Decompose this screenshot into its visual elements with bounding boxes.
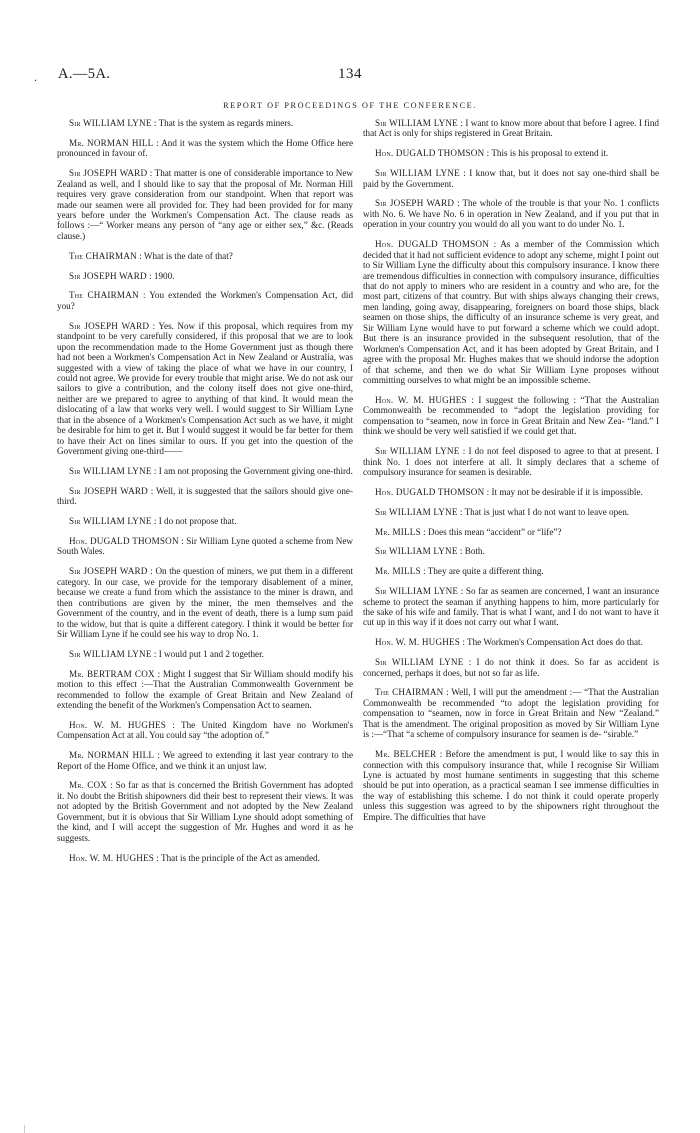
speech-text: : I would put 1 and 2 together. xyxy=(153,648,264,659)
document-reference: A.—5A. xyxy=(58,66,111,82)
speaker-name: Sir JOSEPH WARD xyxy=(69,485,148,496)
speech-text: : The Workmen's Compensation Act does do that. xyxy=(462,637,643,648)
speech-text: : 1900. xyxy=(149,270,175,281)
speech-paragraph xyxy=(363,637,659,647)
speech-text: : Before the amendment is put, I would like to say this in connection with this compulsory insurance that, while I recognise Sir William Lyne is actuated by most humane sentiments in suggesting that this scheme should be put into operation, as a practical seaman I see immense difficulties in the way of establishing this scheme. I do not think it could operate properly unless this suggestion was agreed to by the shipowners right throughout the Empire. The difficulties that have xyxy=(363,749,660,822)
speaker-name: Mr. BELCHER xyxy=(375,749,437,760)
running-title: REPORT OF PROCEEDINGS OF THE CONFERENCE. xyxy=(223,101,477,110)
speech-text: : So far as seamen are concerned, I want an insurance scheme to protect the seaman if anything happens to him, more particularly for the sake of his wife and family. That is what I want, and I do not want to have it cut up in this way if it does not carry out what I want. xyxy=(363,586,659,628)
page-header xyxy=(0,66,700,86)
speaker-name: Hon. W. M. HUGHES xyxy=(375,394,467,405)
speaker-name: Mr. NORMAN HILL xyxy=(69,137,154,148)
speech-text: : Well, I will put the amendment :— “That the Australian Commonwealth be recommended “to adopt the legislation providing for compensation to “seamen, now in force in Great Britain and New “Zealand.” That is the amendment. The original proposition as moved by Sir William Lyne is :—“That “a scheme of compulsory insurance for seamen is de- “sirable.” xyxy=(363,687,659,740)
speech-paragraph xyxy=(363,586,659,628)
speech-paragraph xyxy=(363,148,659,158)
right-column xyxy=(363,118,659,832)
speech-paragraph xyxy=(363,507,659,517)
speech-text: : So far as that is concerned the British Government has adopted it. No doubt the British shipowners did their best to represent their views. It was not adopted by the British Government and not adopted by the New Zealand Government, but it is obvious that Sir William Lyne should adopt something of the kind, and I will accept the suggestion of Mr. Hughes and word it as he suggests. xyxy=(57,780,353,843)
speech-paragraph xyxy=(57,466,353,476)
speaker-name: Sir JOSEPH WARD xyxy=(69,566,148,577)
speech-text: : I do not think it does. So far as accident is concerned, perhaps it does, but not so far as life. xyxy=(363,657,660,678)
speech-paragraph xyxy=(57,720,353,741)
speech-paragraph xyxy=(363,198,659,229)
speech-text: : I want to know more about that before I agree. I find that Act is only for ships registered in Great Britain. xyxy=(363,118,659,139)
speaker-name: Sir WILLIAM LYNE xyxy=(69,648,152,659)
speaker-name: The CHAIRMAN xyxy=(69,250,137,261)
speech-paragraph xyxy=(57,138,353,159)
speech-text: : Well, it is suggested that the sailors should give one-third. xyxy=(57,485,354,507)
speech-paragraph xyxy=(363,527,659,537)
speech-paragraph xyxy=(363,546,659,556)
speech-paragraph xyxy=(57,321,353,457)
speaker-name: Hon. DUGALD THOMSON xyxy=(375,486,485,497)
speech-paragraph xyxy=(57,251,353,261)
speech-paragraph xyxy=(363,657,659,678)
speech-paragraph xyxy=(363,566,659,576)
speaker-name: Hon. W. M. HUGHES xyxy=(375,637,461,648)
speech-text: : That is the principle of the Act as amended. xyxy=(156,852,320,863)
speech-text: : Yes. Now if this proposal, which requires from my standpoint to be very carefully considered, if this proposal that we are to look upon the recommendation made to the Home Government just as though there had not been a Workmen's Compensation Act in New Zealand or Australia, was suggested with a view of taking the place of what we have in our country, I could not agree. We provide for every trouble that might arise. We do not ask our sailors to give a contribution, and the colony itself does not give one-third, neither are we prepared to agree to anything of that kind. It would mean the dislocating of a law that works very well. I would suggest to Sir William Lyne that in the absence of a Workmen's Compensation Act such as we have, it might be desirable for him to get it. But I would suggest it would be far better for them to have their Act on lines similar to ours. If you get into the question of the Government giving one-third—— xyxy=(57,320,354,457)
speech-text: : That is just what I do not want to leave open. xyxy=(459,506,630,517)
speech-text: : The United Kingdom have no Workmen's Compensation Act at all. You could say “the adoption of.” xyxy=(57,719,354,741)
speech-text: : I do not propose that. xyxy=(153,516,237,527)
speaker-name: Sir JOSEPH WARD xyxy=(69,320,150,331)
speaker-name: Sir WILLIAM LYNE xyxy=(375,506,458,517)
speech-text: : And it was the system which the Home Office here pronounced in favour of. xyxy=(57,137,353,159)
speech-paragraph xyxy=(57,566,353,639)
speech-paragraph xyxy=(57,853,353,863)
speech-text: : You extended the Workmen's Compensation Act, did you? xyxy=(57,290,354,311)
speech-paragraph xyxy=(57,669,353,711)
speaker-name: Mr. MILLS xyxy=(375,566,421,577)
speech-text: : We agreed to extending it last year contrary to the Report of the Home Office, and we think it an unjust law. xyxy=(57,750,354,771)
page-number: 134 xyxy=(338,66,362,82)
speech-paragraph xyxy=(363,395,659,437)
speech-paragraph xyxy=(363,239,659,385)
speech-paragraph xyxy=(363,118,659,139)
speech-text: : I am not proposing the Government giving one-third. xyxy=(153,465,353,476)
speech-text: : As a member of the Commission which decided that it had not sufficient evidence to adopt any scheme, might I point out to Sir William Lyne the difficulty about this compulsory insurance. I know there are tremendous difficulties in connection with compulsory insurance, difficulties that do not apply to miners who are resident in a country and who are, for the most part, citizens of that country. But with ships always changing their crews, men landing, going away, disappearing, foreigners on board those ships, black seamen on those ships, the difficulty of an insurance scheme is very great, and Sir William Lyne would have to put forward a scheme which we could adopt. But there is an insurance provided in the subsequent resolution, that of the Workmen's Compensation Act, and it has been adopted by Great Britain, and I agree with the proposal Mr. Hughes makes that we should indorse the adoption of that scheme, and then we do what Sir William Lyne proposes without committing ourselves to what might be an impossible scheme. xyxy=(363,239,660,386)
speech-paragraph xyxy=(57,290,353,311)
speech-paragraph xyxy=(363,168,659,189)
speech-text: : What is the date of that? xyxy=(139,250,233,261)
speaker-name: Hon. DUGALD THOMSON xyxy=(69,535,179,546)
speaker-name: Sir JOSEPH WARD xyxy=(69,270,147,281)
margin-mark: . xyxy=(34,70,37,84)
speech-text: : Does this mean “accident” or “life”? xyxy=(423,526,562,537)
speech-text: : That matter is one of considerable importance to New Zealand as well, and I should like to say that the proposal of Mr. Norman Hill requires very grave consideration from our standpoint. When that report was made our seamen were all provided for. They had been provided for for many years before under the Workmen's Compensation Act. The clause reads as follows :—“ Worker means any person of “any age or either sex,” &c. (Reads clause.) xyxy=(57,168,354,241)
margin-rule xyxy=(24,1125,25,1133)
speaker-name: Sir WILLIAM LYNE xyxy=(69,465,152,476)
speech-paragraph xyxy=(57,486,353,507)
speaker-name: Mr. COX xyxy=(69,780,108,791)
speech-text: : It may not be desirable if it is impossible. xyxy=(486,486,643,497)
speech-paragraph xyxy=(57,168,353,241)
speech-text: : Sir William Lyne quoted a scheme from New South Wales. xyxy=(57,535,353,557)
speech-text: : I suggest the following : “That the Australian Commonwealth be recommended to “adopt the legislation providing for compensation to “seamen, now in force in Great Britain and New Zea- “land.” I think we should be very well satisfied if we could get that. xyxy=(363,394,660,437)
speech-paragraph xyxy=(57,516,353,526)
speaker-name: Hon. W. M. HUGHES xyxy=(69,852,155,863)
speaker-name: Hon. W. M. HUGHES xyxy=(69,719,167,730)
speech-paragraph xyxy=(57,118,353,128)
speech-paragraph xyxy=(57,750,353,771)
speech-text: : On the question of miners, we put them in a different category. In our case, we provide for the temporary disablement of a miner, because we create a fund from which the assistance to the miner is drawn, and then contributions are given by the miner, the men themselves and the Government of the country, and in the event of death, there is a lump sum paid to the widow, but that is quite a different category. I think it would be better for Sir William Lyne if he could see his way to drop No. 1. xyxy=(57,566,354,639)
speaker-name: Sir WILLIAM LYNE xyxy=(375,168,460,179)
speaker-name: Sir WILLIAM LYNE xyxy=(375,446,460,457)
speaker-name: Sir WILLIAM LYNE xyxy=(375,657,464,668)
speech-text: : The whole of the trouble is that your No. 1 conflicts with No. 6. We have No. 6 in operation in New Zealand, and if you put that in operation in your country you would do all you want to do under No. 1. xyxy=(363,198,660,230)
speaker-name: The CHAIRMAN xyxy=(69,290,139,301)
speaker-name: Sir WILLIAM LYNE xyxy=(69,118,152,128)
speaker-name: The CHAIRMAN xyxy=(375,687,444,698)
speech-text: : Both. xyxy=(459,546,485,557)
speaker-name: Hon. DUGALD THOMSON xyxy=(375,239,489,250)
speaker-name: Sir WILLIAM LYNE xyxy=(375,546,458,557)
speaker-name: Sir JOSEPH WARD xyxy=(69,168,148,179)
speech-text: : That is the system as regards miners. xyxy=(153,118,294,128)
speech-paragraph xyxy=(57,271,353,281)
speaker-name: Sir WILLIAM LYNE xyxy=(375,586,459,597)
speaker-name: Sir WILLIAM LYNE xyxy=(375,118,458,128)
speaker-name: Mr. BERTRAM COX xyxy=(69,668,155,679)
speech-paragraph xyxy=(363,749,659,822)
speech-paragraph xyxy=(363,487,659,497)
speaker-name: Mr. MILLS xyxy=(375,526,421,537)
speaker-name: Mr. NORMAN HILL xyxy=(69,750,155,761)
speech-text: : I know that, but it does not say one-third shall be paid by the Government. xyxy=(363,168,659,189)
speaker-name: Sir JOSEPH WARD xyxy=(375,198,455,209)
speaker-name: Sir WILLIAM LYNE xyxy=(69,516,152,527)
speech-text: : They are quite a different thing. xyxy=(423,566,544,577)
speech-paragraph xyxy=(363,687,659,739)
speech-paragraph xyxy=(57,536,353,557)
speech-paragraph xyxy=(363,446,659,477)
speech-text: : Might I suggest that Sir William should modify his motion to this effect :—That the Australian Commonwealth Government be recommended to follow the example of Great Britain and New Zealand of extending the benefit of the Workmen's Compensation Act to seamen. xyxy=(57,668,354,711)
speaker-name: Hon. DUGALD THOMSON xyxy=(375,148,485,159)
left-column xyxy=(57,118,353,872)
speech-paragraph xyxy=(57,649,353,659)
speech-text: : This is his proposal to extend it. xyxy=(486,148,609,159)
speech-paragraph xyxy=(57,780,353,843)
speech-text: : I do not feel disposed to agree to that at present. I think No. 1 does not interfere at all. It simply declares that a scheme of compulsory insurance for seamen is desirable. xyxy=(363,446,660,478)
